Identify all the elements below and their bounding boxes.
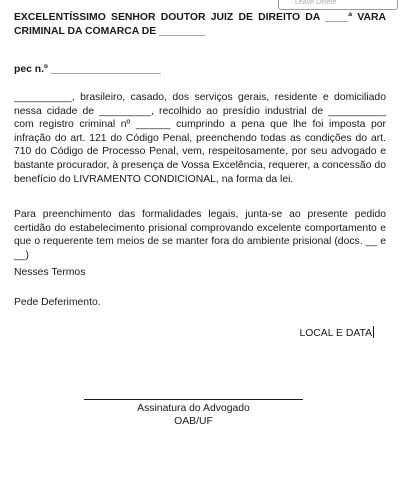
closing-request: Pede Deferimento. <box>14 297 101 308</box>
signature-name: Assinatura do Advogado <box>137 403 250 414</box>
corner-field-text: Leave Delete <box>295 0 337 6</box>
signature-registration: OAB/UF <box>174 416 213 427</box>
document-heading: EXCELENTÍSSIMO SENHOR DOUTOR JUIZ DE DIREITO DA ____ª VARA CRIMINAL DA COMARCA DE ________ <box>14 12 386 37</box>
pec-number-label: pec n.º ___________________ <box>14 64 161 75</box>
local-and-date-text: LOCAL E DATA <box>299 328 372 339</box>
closing-terms: Nesses Termos <box>14 267 86 278</box>
corner-field <box>278 0 398 10</box>
local-and-date <box>299 326 374 339</box>
petition-paragraph-2: Para preenchimento das formalidades legais, junta-se ao presente pedido certidão do estabelecimento prisional comprovando excelente comportamento e que o requerente tem meios de se manter fora do ambiente prisional (docs. __ e __) <box>14 209 386 261</box>
petition-paragraph-1: __________, brasileiro, casado, dos serviços gerais, residente e domiciliado nessa cidade de _________, recolhido ao presídio industrial de __________ com registro criminal nº ______ cumprindo a pena que lhe foi imposta por infração do art. 121 do Código Penal, preenchendo todas as condições do art. 710 do Código de Processo Penal, vem, respeitosamente, por seu advogado e bastante procurador, à presença de Vossa Excelência, requerer, a concessão do benefício do LIVRAMENTO CONDICIONAL, na forma da lei. <box>14 92 386 185</box>
signature-line <box>84 399 303 400</box>
text-cursor <box>373 326 374 338</box>
